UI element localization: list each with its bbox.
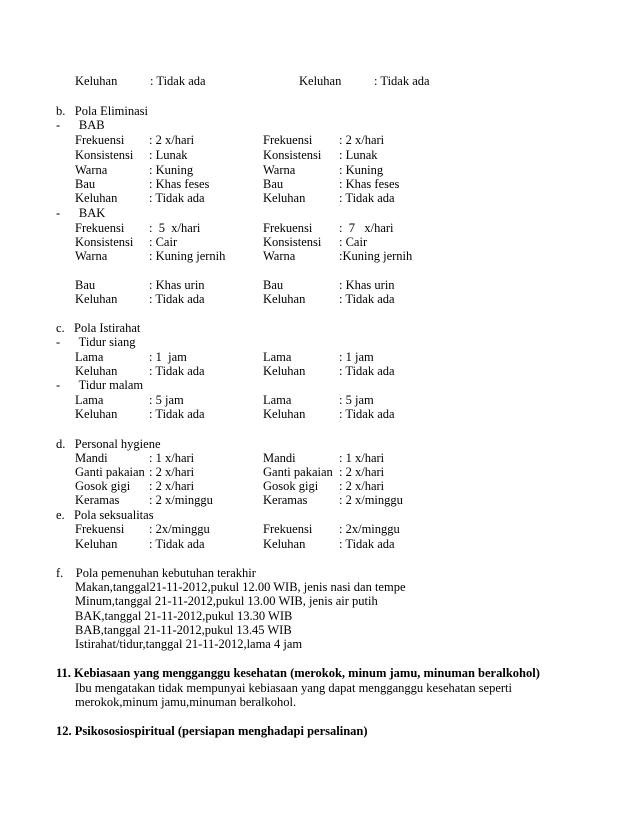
bak-value: : Tidak ada (149, 292, 205, 306)
hygiene-label: Mandi (75, 451, 108, 465)
tidur-siang-value: : 1 jam (149, 350, 187, 364)
heading-section-11: 11. Kebiasaan yang mengganggu kesehatan (merokok, minum jamu, minuman beralkohol) (56, 666, 540, 680)
bab-label: Frekuensi (75, 133, 125, 147)
bak-label: Bau (75, 278, 96, 292)
hygiene-value: : 2 x/hari (149, 465, 195, 479)
pemenuhan-line: BAB,tanggal 21-11-2012,pukul 13.45 WIB (75, 623, 292, 637)
bab-value: : 2 x/hari (149, 133, 195, 147)
pemenuhan-line: Makan,tanggal21-11-2012,pukul 12.00 WIB, jenis nasi dan tempe (75, 580, 406, 594)
heading-seksualitas: e. Pola seksualitas (56, 508, 154, 522)
tidur-malam-value: : 5 jam (149, 393, 184, 407)
bab-label-right: Frekuensi (263, 133, 313, 147)
hygiene-label-right: Mandi (263, 451, 296, 465)
hygiene-label-right: Gosok gigi (263, 479, 319, 493)
tidur-malam-label: Keluhan (75, 407, 118, 421)
bab-value: : Kuning (149, 163, 194, 177)
bab-label-right: Bau (263, 177, 284, 191)
tidur-malam-value: : Tidak ada (149, 407, 205, 421)
top-right-label: Keluhan (299, 74, 342, 88)
tidur-siang-label: Lama (75, 350, 104, 364)
bab-value-right: : Lunak (339, 148, 378, 162)
bak-label: Keluhan (75, 292, 118, 306)
tidur-malam-label-right: Lama (263, 393, 292, 407)
hygiene-value: : 2 x/minggu (149, 493, 213, 507)
bab-label-right: Keluhan (263, 191, 306, 205)
hygiene-label: Gosok gigi (75, 479, 131, 493)
hygiene-value-right: : 2 x/hari (339, 479, 385, 493)
bab-label-right: Konsistensi (263, 148, 322, 162)
seksualitas-label: Frekuensi (75, 522, 125, 536)
tidur-siang-value: : Tidak ada (149, 364, 205, 378)
tidur-malam-value-right: : Tidak ada (339, 407, 395, 421)
bak-label-right: Keluhan (263, 292, 306, 306)
tidur-malam-label: Lama (75, 393, 104, 407)
seksualitas-value-right: : Tidak ada (339, 537, 395, 551)
bab-label: Bau (75, 177, 96, 191)
bab-value-right: : Tidak ada (339, 191, 395, 205)
tidur-malam-label-right: Keluhan (263, 407, 306, 421)
bab-value: : Khas feses (149, 177, 210, 191)
bak-value: : Khas urin (149, 278, 205, 292)
subheading-bak: - BAK (56, 206, 106, 220)
bak-label: Konsistensi (75, 235, 134, 249)
bab-label: Keluhan (75, 191, 118, 205)
pemenuhan-line: BAK,tanggal 21-11-2012,pukul 13.30 WIB (75, 609, 293, 623)
bak-label-right: Frekuensi (263, 221, 313, 235)
top-left-value: : Tidak ada (150, 74, 206, 88)
bak-label-right: Warna (263, 249, 296, 263)
pemenuhan-line: Istirahat/tidur,tanggal 21-11-2012,lama 4 jam (75, 637, 303, 651)
subheading-tidur-malam: - Tidur malam (56, 378, 144, 392)
seksualitas-value: : Tidak ada (149, 537, 205, 551)
bak-label-right: Bau (263, 278, 284, 292)
top-left-label: Keluhan (75, 74, 118, 88)
bab-value-right: : 2 x/hari (339, 133, 385, 147)
bak-value-right: :Kuning jernih (339, 249, 413, 263)
seksualitas-value-right: : 2x/minggu (339, 522, 400, 536)
tidur-malam-value-right: : 5 jam (339, 393, 374, 407)
hygiene-value-right: : 2 x/hari (339, 465, 385, 479)
hygiene-value: : 2 x/hari (149, 479, 195, 493)
tidur-siang-value-right: : 1 jam (339, 350, 374, 364)
bab-value-right: : Khas feses (339, 177, 400, 191)
bab-value-right: : Kuning (339, 163, 384, 177)
tidur-siang-value-right: : Tidak ada (339, 364, 395, 378)
hygiene-label: Keramas (75, 493, 120, 507)
tidur-siang-label-right: Lama (263, 350, 292, 364)
bak-value: : Kuning jernih (149, 249, 226, 263)
heading-hygiene: d. Personal hygiene (56, 437, 161, 451)
tidur-siang-label: Keluhan (75, 364, 118, 378)
subheading-tidur-siang: - Tidur siang (56, 335, 136, 349)
bak-label: Frekuensi (75, 221, 125, 235)
tidur-siang-label-right: Keluhan (263, 364, 306, 378)
bab-label-right: Warna (263, 163, 296, 177)
heading-pemenuhan: f. Pola pemenuhan kebutuhan terakhir (56, 566, 256, 580)
bab-value: : Tidak ada (149, 191, 205, 205)
bab-label: Warna (75, 163, 108, 177)
pemenuhan-line: Minum,tanggal 21-11-2012,pukul 13.00 WIB, jenis air putih (75, 594, 378, 608)
hygiene-value-right: : 2 x/minggu (339, 493, 403, 507)
section-11-line: Ibu mengatakan tidak mempunyai kebiasaan yang dapat mengganggu kesehatan seperti (75, 681, 512, 695)
seksualitas-label-right: Frekuensi (263, 522, 313, 536)
bak-value-right: : Cair (339, 235, 368, 249)
heading-section-12: 12. Psikososiospiritual (persiapan menghadapi persalinan) (56, 724, 368, 738)
bak-value-right: : Khas urin (339, 278, 395, 292)
bab-value: : Lunak (149, 148, 188, 162)
bak-label: Warna (75, 249, 108, 263)
top-right-value: : Tidak ada (374, 74, 430, 88)
subheading-bab: - BAB (56, 118, 105, 132)
hygiene-label-right: Keramas (263, 493, 308, 507)
bak-label-right: Konsistensi (263, 235, 322, 249)
hygiene-label-right: Ganti pakaian (263, 465, 333, 479)
seksualitas-value: : 2x/minggu (149, 522, 210, 536)
bab-label: Konsistensi (75, 148, 134, 162)
bak-value-right: : Tidak ada (339, 292, 395, 306)
hygiene-value: : 1 x/hari (149, 451, 195, 465)
heading-istirahat: c. Pola Istirahat (56, 321, 141, 335)
hygiene-value-right: : 1 x/hari (339, 451, 385, 465)
bak-value: : 5 x/hari (149, 221, 201, 235)
bak-value: : Cair (149, 235, 178, 249)
bak-value-right: : 7 x/hari (339, 221, 394, 235)
section-11-line: merokok,minum jamu,minuman beralkohol. (75, 695, 297, 709)
seksualitas-label: Keluhan (75, 537, 118, 551)
hygiene-label: Ganti pakaian (75, 465, 145, 479)
heading-eliminasi: b. Pola Eliminasi (56, 104, 149, 118)
seksualitas-label-right: Keluhan (263, 537, 306, 551)
